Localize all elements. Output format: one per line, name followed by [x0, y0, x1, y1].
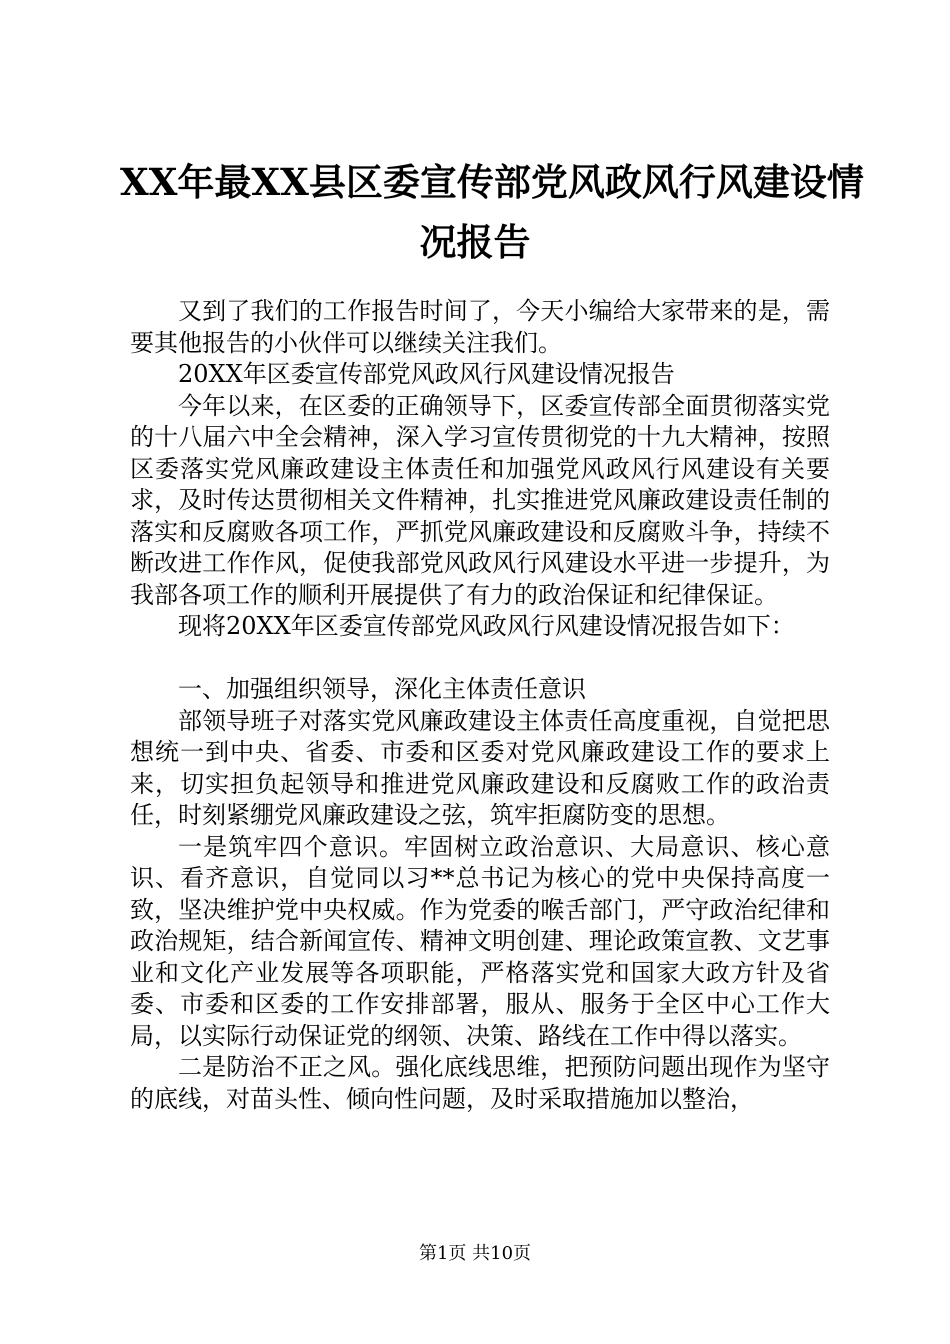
document-body	[130, 296, 830, 1115]
document-title-line-1: XX年最XX县区委宣传部党风政风行风建设情	[120, 160, 864, 204]
body-paragraph: 二是防治不正之风。强化底线思维，把预防问题出现作为坚守的底线，对苗头性、倾向性问题，及时采取措施加以整治，	[130, 1053, 830, 1113]
section-heading: 一、加强组织领导，深化主体责任意识	[178, 675, 586, 703]
page-footer: 第1页 共10页	[418, 1243, 532, 1264]
body-paragraph: 一是筑牢四个意识。牢固树立政治意识、大局意识、核心意识、看齐意识，自觉同以习**总书记为核心的党中央保持高度一致，坚决维护党中央权威。作为党委的喉舌部门，严守政治纪律和政治规矩，结合新闻宣传、精神文明创建、理论政策宣教、文艺事业和文化产业发展等各项职能，严格落实党和国家大政方针及省委、市委和区委的工作安排部署，服从、服务于全区中心工作大局，以实际行动保证党的纲领、决策、路线在工作中得以落实。	[130, 832, 830, 1050]
report-subtitle: 20XX年区委宣传部党风政风行风建设情况报告	[178, 360, 675, 388]
document-title-line-2: 况报告	[419, 220, 531, 264]
body-paragraph: 今年以来，在区委的正确领导下，区委宣传部全面贯彻落实党的十八届六中全会精神，深入学习宣传贯彻党的十九大精神，按照区委落实党风廉政建设主体责任和加强党风政风行风建设有关要求，及时传达贯彻相关文件精神，扎实推进党风廉政建设责任制的落实和反腐败各项工作，严抓党风廉政建设和反腐败斗争，持续不断改进工作作风，促使我部党风政风行风建设水平进一步提升，为我部各项工作的顺利开展提供了有力的政治保证和纪律保证。	[130, 391, 830, 609]
blank-line	[130, 643, 830, 675]
intro-paragraph: 又到了我们的工作报告时间了，今天小编给大家带来的是，需要其他报告的小伙伴可以继续关注我们。	[130, 297, 830, 357]
body-paragraph: 部领导班子对落实党风廉政建设主体责任高度重视，自觉把思想统一到中央、省委、市委和区委对党风廉政建设工作的要求上来，切实担负起领导和推进党风廉政建设和反腐败工作的政治责任，时刻紧绷党风廉政建设之弦，筑牢拒腐防变的思想。	[130, 706, 830, 829]
body-paragraph: 现将20XX年区委宣传部党风政风行风建设情况报告如下：	[178, 612, 795, 640]
